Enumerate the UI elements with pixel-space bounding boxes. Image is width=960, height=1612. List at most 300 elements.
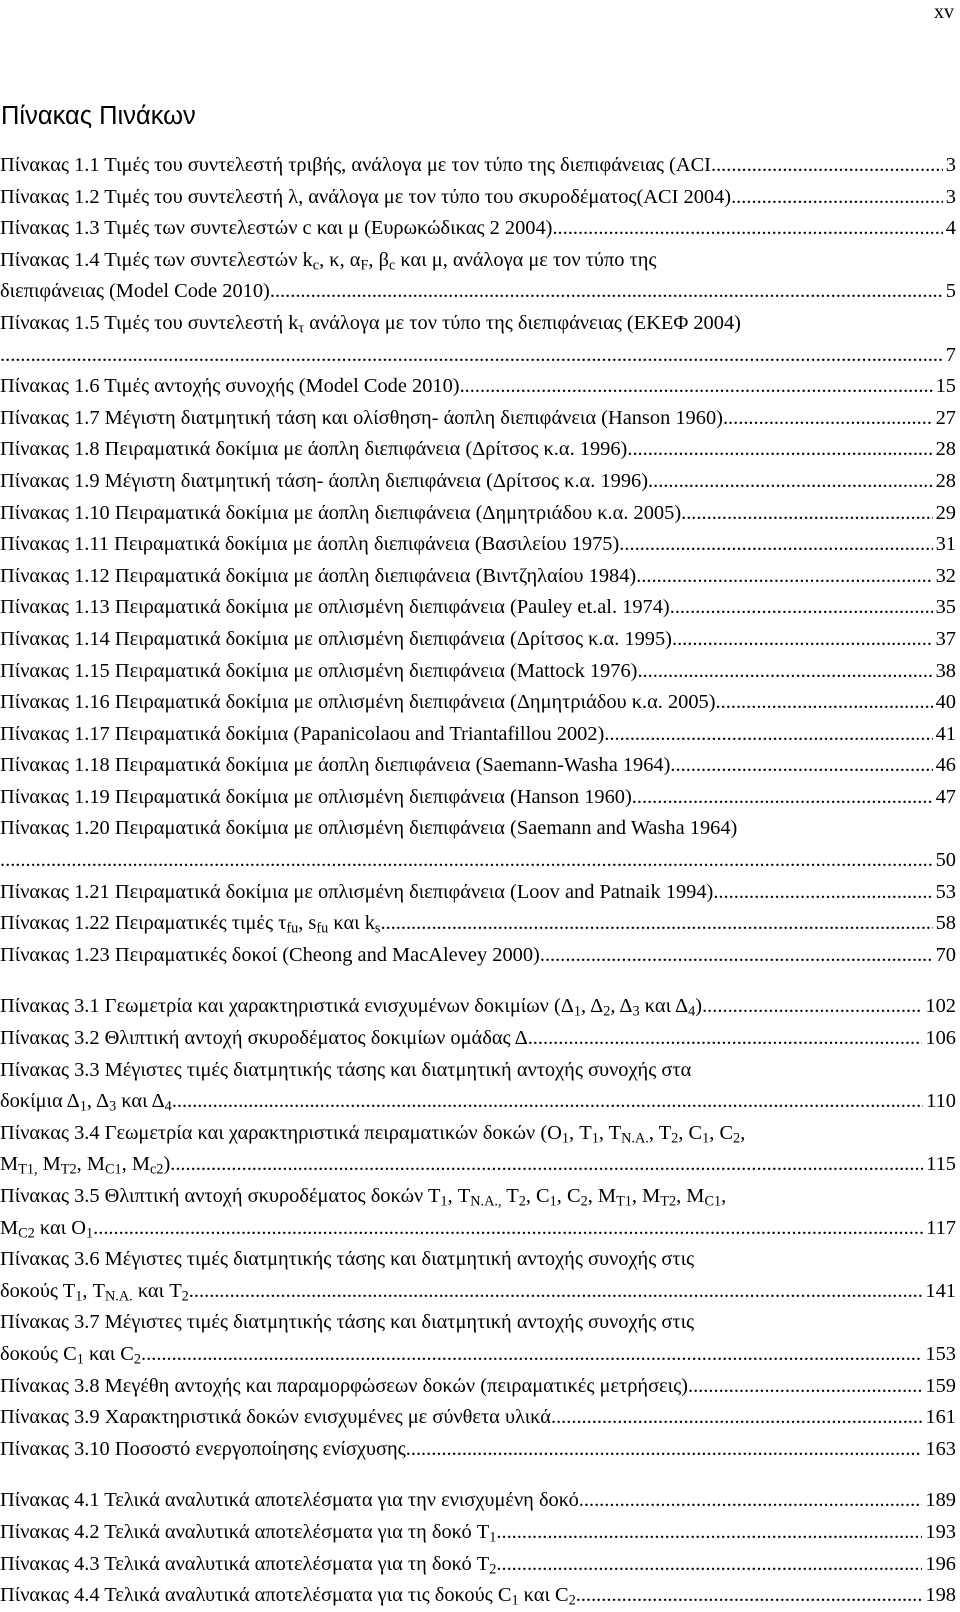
toc-entry[interactable]	[0, 403, 956, 435]
title-text: , Δ	[581, 995, 604, 1018]
toc-entry[interactable]	[0, 1371, 956, 1403]
toc-entry[interactable]	[0, 782, 956, 814]
toc-page-number: 115	[926, 1153, 956, 1176]
toc-entry-title	[0, 1276, 189, 1308]
toc-entry-line	[0, 656, 956, 688]
title-text: Πίνακας 1.23 Πειραματικές δοκοί (Cheong and MacAlevey 2000)	[0, 943, 540, 966]
toc-entry[interactable]	[0, 750, 956, 782]
toc-entry-title	[0, 434, 627, 466]
title-text: M	[0, 1216, 19, 1239]
toc-entry-line	[0, 1023, 956, 1055]
toc-page-number: 31	[935, 533, 956, 556]
toc-entry[interactable]	[0, 624, 956, 656]
dot-leader	[380, 908, 932, 940]
toc-entry-title	[0, 245, 656, 277]
subscript: 3	[109, 1098, 117, 1115]
title-text: και T	[132, 1279, 182, 1302]
toc-entry-line	[0, 592, 956, 624]
title-text: , M	[76, 1153, 105, 1176]
title-text: Πίνακας 1.22 Πειραματικές τιμές τ	[0, 912, 287, 935]
toc-entry[interactable]	[0, 940, 956, 972]
title-text: Πίνακας 3.9 Χαρακτηριστικά δοκών ενισχυμένες με σύνθετα υλικά	[0, 1406, 551, 1429]
title-text: ).	[695, 995, 708, 1018]
title-text: Πίνακας 4.4 Τελικά αναλυτικά αποτελέσματα για τις δοκούς C	[0, 1584, 512, 1607]
dot-leader	[670, 592, 933, 624]
toc-entry[interactable]	[0, 813, 956, 876]
toc-group	[0, 1485, 956, 1611]
title-text: , C	[709, 1121, 734, 1144]
toc-entry[interactable]	[0, 1244, 956, 1307]
dot-leader	[581, 1580, 923, 1612]
dot-leader	[552, 213, 942, 245]
title-text: Πίνακας 1.7 Μέγιστη διατμητική τάση και ολίσθηση- άοπλη διεπιφάνεια (Hanson 1960)	[0, 406, 723, 429]
toc-entry[interactable]	[0, 1055, 956, 1118]
toc-page-number: 46	[935, 754, 956, 777]
toc-page-number: 40	[935, 691, 956, 714]
toc-entry-line	[0, 991, 956, 1023]
subscript: 1	[75, 1288, 83, 1305]
toc-entry-line	[0, 434, 956, 466]
toc-entry[interactable]	[0, 1517, 956, 1549]
toc-entry-line	[0, 1307, 956, 1339]
toc-entry-line	[0, 1149, 956, 1181]
toc-entry-title	[0, 1517, 496, 1549]
dot-leader	[496, 1549, 922, 1581]
toc-entry-title	[0, 1244, 694, 1276]
toc-entry-title	[0, 656, 637, 688]
dot-leader	[713, 877, 932, 909]
toc-entry[interactable]	[0, 1023, 956, 1055]
title-text: και k	[328, 912, 375, 935]
title-text: Πίνακας 3.6 Μέγιστες τιμές διατμητικής τάσης και διατμητική αντοχής συνοχής στις	[0, 1248, 695, 1271]
dot-leader	[141, 1339, 922, 1371]
subscript: 1	[591, 1130, 599, 1147]
toc-entry-title	[0, 813, 737, 845]
subscript: 1	[561, 1130, 570, 1147]
toc-page-number: 163	[925, 1437, 956, 1460]
title-text: Πίνακας 3.3 Μέγιστες τιμές διατμητικής τάσης και διατμητική αντοχής συνοχής στα	[0, 1058, 692, 1081]
title-text: T	[501, 1185, 519, 1207]
toc-entry-title	[0, 1118, 745, 1150]
table-of-tables	[0, 150, 956, 1612]
toc-entry-title	[0, 1055, 691, 1087]
toc-entry-line	[0, 750, 956, 782]
toc-entry-title	[0, 466, 648, 498]
title-text: ,	[740, 1121, 746, 1144]
toc-entry-title	[0, 782, 632, 814]
title-text: , s	[298, 912, 317, 935]
title-text: Πίνακας 1.3 Τιμές των συντελεστών c και μ (Ευρωκώδικας 2 2004)	[0, 217, 553, 240]
toc-entry-title	[0, 213, 552, 245]
title-text: , Δ	[610, 995, 633, 1018]
toc-entry-line	[0, 1517, 956, 1549]
toc-page-number: 53	[935, 880, 956, 903]
title-text: , M	[631, 1185, 661, 1207]
subscript: 2	[580, 1193, 588, 1210]
toc-entry[interactable]	[0, 908, 956, 940]
subscript: 2	[133, 1351, 142, 1368]
subscript: fu	[286, 920, 299, 937]
toc-entry[interactable]	[0, 656, 956, 688]
toc-entry[interactable]	[0, 1307, 956, 1370]
title-text: Πίνακας 1.16 Πειραματικά δοκίμια με οπλισμένη διεπιφάνεια (Δημητριάδου κ.α. 2005).	[0, 691, 721, 714]
toc-entry-title	[0, 276, 270, 308]
title-text: Πίνακας 3.7 Μέγιστες τιμές διατμητικής τάσης και διατμητική αντοχής συνοχής στις	[0, 1311, 695, 1334]
toc-group	[0, 991, 956, 1465]
title-text: δοκούς Τ	[0, 1279, 76, 1302]
toc-page-number: 153	[925, 1342, 956, 1365]
subscript: 1	[489, 1529, 497, 1546]
toc-entry-title	[0, 940, 540, 972]
toc-entry-line	[0, 213, 956, 245]
toc-entry-line	[0, 1118, 956, 1150]
toc-entry-line	[0, 1276, 956, 1308]
dot-leader	[406, 1434, 923, 1466]
dot-leader	[0, 845, 933, 877]
toc-page-number: 193	[925, 1520, 956, 1543]
toc-entry-line	[0, 719, 956, 751]
title-text: και Ο	[34, 1216, 86, 1239]
toc-page-number: 70	[935, 943, 956, 966]
subscript: 2	[489, 1561, 497, 1578]
title-text: Πίνακας 1.20 Πειραματικά δοκίμια με οπλισμένη διεπιφάνεια (Saemann and Washa 1964)	[0, 817, 738, 840]
title-text: Πίνακας 1.2 Τιμές του συντελεστή λ, ανάλογα με τον τύπο του σκυροδέματος(ACI 2004)	[0, 185, 732, 208]
toc-entry[interactable]	[0, 561, 956, 593]
subscript: 1	[573, 1004, 582, 1020]
title-text: δοκίμια Δ	[0, 1090, 80, 1113]
dot-leader	[604, 719, 932, 751]
dot-leader	[723, 403, 933, 435]
title-text: Πίνακας 1.4 Τιμές των συντελεστών k	[0, 248, 313, 271]
toc-entry-line	[0, 529, 956, 561]
toc-entry[interactable]	[0, 687, 956, 719]
toc-entry[interactable]	[0, 719, 956, 751]
toc-entry-title	[0, 1213, 93, 1245]
title-text: Πίνακας 1.1 Τιμές του συντελεστή τριβής, ανάλογα με τον τύπο της διεπιφάνειας (ACI	[0, 154, 711, 176]
title-text: Πίνακας 1.14 Πειραματικά δοκίμια με οπλισμένη διεπιφάνεια (Δρίτσος κ.α. 1995)	[0, 627, 672, 650]
title-text: , T	[447, 1185, 471, 1207]
toc-page-number: 15	[935, 375, 956, 398]
title-text: )	[163, 1153, 171, 1176]
toc-entry-title	[0, 1402, 551, 1434]
subscript: c	[312, 257, 320, 274]
subscript: C1	[104, 1161, 122, 1178]
toc-page-number: 3	[945, 154, 956, 176]
toc-page-number: 41	[935, 722, 956, 745]
toc-page-number: 159	[925, 1374, 956, 1397]
toc-entry-title	[0, 1181, 726, 1213]
toc-entry-title	[0, 403, 723, 435]
toc-page-number: 161	[925, 1406, 956, 1429]
toc-entry-line	[0, 687, 956, 719]
title-text: Πίνακας 1.13 Πειραματικά δοκίμια με οπλισμένη διεπιφάνεια (Pauley et.al. 1974)	[0, 596, 670, 619]
subscript: 4	[688, 1004, 696, 1020]
toc-entry-title	[0, 150, 711, 182]
toc-entry-title	[0, 529, 619, 561]
dot-leader	[637, 656, 932, 688]
toc-entry-title	[0, 719, 604, 751]
dot-leader	[496, 1517, 922, 1549]
dot-leader	[540, 940, 933, 972]
title-text: , Δ	[86, 1090, 110, 1113]
toc-page-number: 38	[935, 659, 956, 682]
dot-leader	[711, 150, 943, 182]
toc-entry-line	[0, 1181, 956, 1213]
title-text: και C	[518, 1584, 569, 1607]
toc-entry-line	[0, 782, 956, 814]
title-text: , M	[676, 1185, 705, 1207]
toc-entry-title	[0, 687, 721, 719]
subscript: 1	[702, 1130, 710, 1147]
toc-page-number: 50	[935, 849, 956, 872]
title-text: M	[37, 1153, 61, 1176]
title-text: Πίνακας 1.9 Μέγιστη διατμητική τάση- άοπλη διεπιφάνεια (Δρίτσος κ.α. 1996)	[0, 469, 649, 492]
toc-entry-line	[0, 1549, 956, 1581]
subscript: c2	[149, 1161, 164, 1178]
toc-entry-line	[0, 340, 956, 372]
toc-entry-line	[0, 276, 956, 308]
title-text: και Δ	[639, 995, 689, 1018]
toc-entry-line	[0, 908, 956, 940]
title-text: , C	[678, 1121, 703, 1144]
toc-entry-title	[0, 561, 636, 593]
subscript: fu	[316, 920, 329, 937]
toc-page-number: 7	[945, 343, 956, 366]
subscript: 2	[671, 1130, 679, 1147]
toc-entry-title	[0, 991, 707, 1023]
toc-page-number: 27	[935, 406, 956, 429]
toc-entry[interactable]	[0, 1549, 956, 1581]
subscript: T2	[660, 1193, 677, 1210]
title-text: διεπιφάνειας (Model Code 2010)	[0, 280, 270, 303]
toc-entry[interactable]	[0, 1181, 956, 1244]
toc-page-number: 28	[935, 469, 956, 492]
toc-entry-line	[0, 371, 956, 403]
title-text: Πίνακας 3.1 Γεωμετρία και χαρακτηριστικά ενισχυμένων δοκιμίων (Δ	[0, 995, 574, 1018]
dot-leader	[721, 687, 933, 719]
subscript: N.A.	[621, 1130, 649, 1147]
title-text: , C	[556, 1185, 581, 1207]
toc-entry-line	[0, 1339, 956, 1371]
toc-entry-title	[0, 1023, 528, 1055]
toc-entry[interactable]	[0, 592, 956, 624]
toc-page-number: 110	[926, 1090, 956, 1113]
dot-leader	[270, 276, 943, 308]
toc-entry-title	[0, 1580, 581, 1612]
title-text: Πίνακας 4.2 Τελικά αναλυτικά αποτελέσματα για τη δοκό T	[0, 1520, 490, 1543]
subscript: 1	[79, 1098, 87, 1115]
title-text: Πίνακας 1.18 Πειραματικά δοκίμια με άοπλη διεπιφάνεια (Saemann-Washa 1964)	[0, 754, 671, 777]
subscript: C2	[18, 1225, 35, 1242]
subscript: C1	[704, 1193, 722, 1210]
toc-entry[interactable]	[0, 466, 956, 498]
toc-page-number: 196	[925, 1552, 956, 1575]
dot-leader	[579, 1485, 923, 1517]
toc-page-number: 37	[935, 627, 956, 650]
subscript: T2	[60, 1161, 77, 1178]
toc-page-number: 5	[945, 280, 956, 303]
subscript: s	[374, 920, 381, 937]
dot-leader	[460, 371, 933, 403]
title-text: Πίνακας 1.8 Πειραματικά δοκίμια με άοπλη διεπιφάνεια (Δρίτσος κ.α. 1996)	[0, 438, 628, 461]
toc-entry-line	[0, 1055, 956, 1087]
title-text: Πίνακας 1.21 Πειραματικά δοκίμια με οπλισμένη διεπιφάνεια (Loov and Patnaik 1994)	[0, 880, 714, 903]
dot-leader	[627, 434, 932, 466]
toc-entry[interactable]	[0, 529, 956, 561]
dot-leader	[672, 624, 933, 656]
toc-entry[interactable]	[0, 371, 956, 403]
title-text: , β	[368, 248, 389, 271]
subscript: T1,	[18, 1161, 38, 1178]
title-text: Πίνακας 3.10 Ποσοστό ενεργοποίησης ενίσχυσης	[0, 1437, 406, 1460]
title-text: , T	[82, 1279, 105, 1302]
toc-entry-title	[0, 1086, 172, 1118]
dot-leader	[551, 1402, 922, 1434]
toc-entry[interactable]	[0, 498, 956, 530]
toc-entry[interactable]	[0, 1402, 956, 1434]
dot-leader	[170, 1149, 923, 1181]
toc-entry[interactable]	[0, 1434, 956, 1466]
title-text: Πίνακας 3.2 Θλιπτική αντοχή σκυροδέματος δοκιμίων ομάδας Δ	[0, 1027, 528, 1050]
toc-entry-line	[0, 150, 956, 182]
dot-leader	[648, 466, 933, 498]
title-text: και μ, ανάλογα με τον τύπο της	[395, 248, 657, 271]
toc-entry-line	[0, 1244, 956, 1276]
title-text: Πίνακας 1.10 Πειραματικά δοκίμια με άοπλη διεπιφάνεια (Δημητριάδου κ.α. 2005)	[0, 501, 682, 524]
toc-entry-title	[0, 750, 670, 782]
toc-page-number: 35	[935, 596, 956, 619]
toc-entry-title	[0, 908, 380, 940]
toc-entry-title	[0, 877, 713, 909]
toc-entry[interactable]	[0, 150, 956, 182]
title-text: , T	[569, 1121, 592, 1144]
toc-entry-title	[0, 1434, 406, 1466]
toc-page-number: 32	[935, 564, 956, 587]
subscript: 2	[181, 1288, 189, 1305]
title-text: , T	[598, 1121, 622, 1144]
title-text: , κ, α	[319, 248, 361, 271]
toc-entry-title	[0, 1339, 141, 1371]
dot-leader	[619, 529, 932, 561]
title-text: Πίνακας 1.15 Πειραματικά δοκίμια με οπλισμένη διεπιφάνεια (Mattock 1976)	[0, 659, 638, 682]
toc-entry-title	[0, 1149, 170, 1181]
toc-page-number: 117	[926, 1216, 956, 1239]
toc-entry[interactable]	[0, 434, 956, 466]
dot-leader	[731, 182, 943, 214]
toc-entry-title	[0, 182, 731, 214]
title-text: , T	[648, 1121, 672, 1144]
toc-entry-line	[0, 182, 956, 214]
toc-group	[0, 150, 956, 971]
title-text: Πίνακας 1.19 Πειραματικά δοκίμια με οπλισμένη διεπιφάνεια (Hanson 1960)	[0, 785, 632, 808]
subscript: N.A.,	[470, 1193, 502, 1210]
title-text: ανάλογα με τον τύπο της διεπιφάνειας (ΕΚΕΦ 2004)	[304, 311, 741, 334]
title-text: Πίνακας 3.4 Γεωμετρία και χαρακτηριστικά πειραματικών δοκών (Ο	[0, 1121, 562, 1144]
toc-page-number: 189	[925, 1489, 956, 1512]
toc-page-number: 58	[935, 912, 956, 935]
title-text: Πίνακας 3.8 Μεγέθη αντοχής και παραμορφώσεων δοκών (πειραματικές μετρήσεις)	[0, 1374, 688, 1397]
title-text: .	[575, 1584, 581, 1607]
toc-entry-line	[0, 561, 956, 593]
title-text: και Δ	[116, 1090, 165, 1113]
toc-entry-line	[0, 498, 956, 530]
dot-leader	[688, 1371, 922, 1403]
toc-page-number: 29	[935, 501, 956, 524]
subscript: N.A.	[104, 1288, 133, 1305]
toc-entry[interactable]	[0, 1485, 956, 1517]
toc-page-number: 198	[925, 1584, 956, 1607]
toc-page-number: 4	[945, 217, 956, 240]
toc-entry-line	[0, 1213, 956, 1245]
title-text: , C	[525, 1185, 550, 1207]
subscript: 1	[76, 1351, 84, 1368]
title-text: Πίνακας 1.5 Τιμές του συντελεστή k	[0, 311, 299, 334]
toc-entry[interactable]	[0, 182, 956, 214]
toc-entry-line	[0, 845, 956, 877]
title-text: ,	[721, 1185, 727, 1207]
subscript: 2	[568, 1592, 576, 1609]
subscript: F	[360, 257, 369, 274]
title-text: M	[0, 1153, 19, 1176]
title-text: Πίνακας 1.6 Τιμές αντοχής συνοχής (Model Code 2010)	[0, 375, 460, 398]
toc-entry-line	[0, 308, 956, 340]
title-text: Πίνακας 3.5 Θλιπτική αντοχή σκυροδέματος δοκών Τ	[0, 1185, 441, 1207]
subscript: 1	[440, 1193, 448, 1210]
title-text: Πίνακας 1.12 Πειραματικά δοκίμια με άοπλη διεπιφάνεια (Βιντζηλαίου 1984)	[0, 564, 637, 587]
title-text: δοκούς C	[0, 1342, 77, 1365]
toc-page-number: 106	[925, 1027, 956, 1050]
toc-entry-line	[0, 1371, 956, 1403]
subscript: 1	[549, 1193, 557, 1210]
toc-entry-line	[0, 1434, 956, 1466]
title-text: και C	[83, 1342, 134, 1365]
toc-page-number: 102	[925, 995, 956, 1018]
page-title: Πίνακας Πινάκων	[1, 102, 196, 130]
toc-entry-line	[0, 624, 956, 656]
subscript: τ	[298, 320, 305, 337]
title-text: Πίνακας 1.11 Πειραματικά δοκίμια με άοπλη διεπιφάνεια (Βασιλείου 1975)	[0, 533, 620, 556]
subscript: 2	[733, 1130, 741, 1147]
toc-entry-title	[0, 308, 741, 340]
toc-entry-title	[0, 371, 460, 403]
toc-entry[interactable]	[0, 1580, 956, 1612]
dot-leader	[707, 991, 922, 1023]
toc-entry[interactable]	[0, 308, 956, 371]
dot-leader	[636, 561, 932, 593]
toc-entry-title	[0, 1549, 496, 1581]
toc-entry[interactable]	[0, 1118, 956, 1181]
toc-entry[interactable]	[0, 213, 956, 245]
toc-entry[interactable]	[0, 991, 956, 1023]
toc-entry-line	[0, 1580, 956, 1612]
title-text: Πίνακας 1.17 Πειραματικά δοκίμια (Papanicolaou and Triantafillou 2002)	[0, 722, 605, 745]
toc-entry-title	[0, 1485, 579, 1517]
subscript: 1	[85, 1225, 94, 1242]
subscript: 4	[164, 1098, 172, 1115]
subscript: 3	[632, 1004, 640, 1020]
toc-entry-line	[0, 245, 956, 277]
dot-leader	[632, 782, 933, 814]
toc-entry[interactable]	[0, 877, 956, 909]
toc-entry-line	[0, 403, 956, 435]
toc-entry-title	[0, 624, 672, 656]
subscript: c	[388, 257, 396, 274]
toc-entry-line	[0, 1485, 956, 1517]
toc-entry[interactable]	[0, 245, 956, 308]
title-text: Πίνακας 4.1 Τελικά αναλυτικά αποτελέσματα για την ενισχυμένη δοκό	[0, 1489, 579, 1512]
title-text: , M	[121, 1153, 150, 1176]
toc-entry-title	[0, 592, 670, 624]
